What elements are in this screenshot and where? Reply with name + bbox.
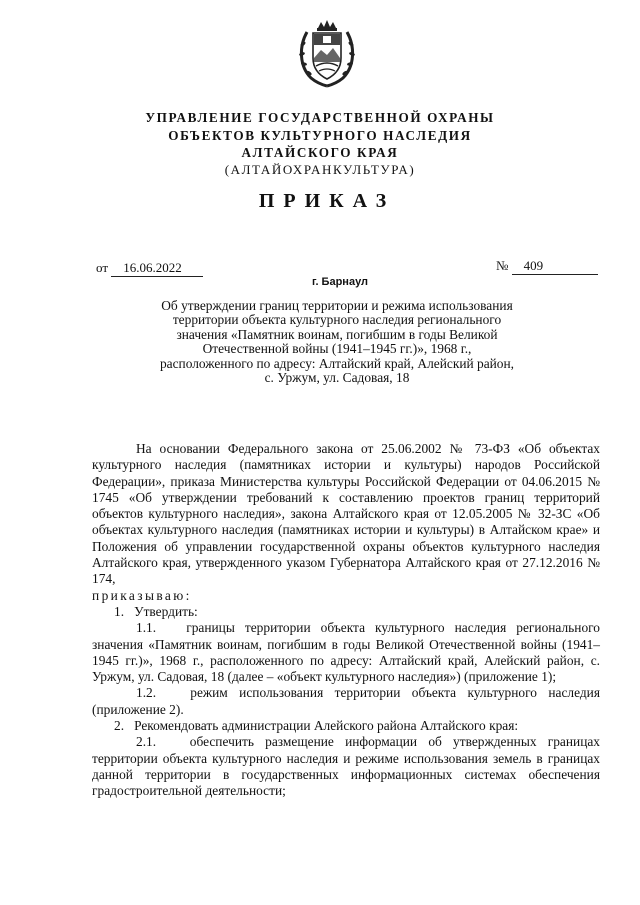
organization-name-line2: ОБЪЕКТОВ КУЛЬТУРНОГО НАСЛЕДИЯ bbox=[168, 128, 472, 143]
title-line: с. Уржум, ул. Садовая, 18 bbox=[264, 370, 410, 386]
document-type-heading: ПРИКАЗ bbox=[258, 190, 396, 212]
organization-short-name: (АЛТАЙОХРАНКУЛЬТУРА) bbox=[224, 162, 416, 177]
preamble-paragraph: На основании Федерального закона от 25.06.2002 № 73-ФЗ «Об объектах культурного наследия (памятниках истории и культуры) народов Российской Федерации», приказа Министерства культуры Российской Федерации от 04.06.2015 № 1745 «Об утверждении требований к составлению проектов границ территорий объектов культурного наследия», закона Алтайского края от 12.05.2005 № 32-ЗС «Об объектах культурного наследия (памятниках истории и культуры) в Алтайском крае» и Положения об управлении государственной охраны объектов культурного наследия Алтайского края, утвержденного указом Губернатора Алтайского края от 27.12.2016 № 174, bbox=[92, 441, 600, 587]
organization-name-line1: УПРАВЛЕНИЕ ГОСУДАРСТВЕННОЙ ОХРАНЫ bbox=[145, 110, 495, 125]
title-line: территории объекта культурного наследия регионального bbox=[172, 312, 502, 328]
item-2-1: 2.1. обеспечить размещение информации об утвержденных границах территории объекта культурного наследия и режиме использования земель в границах данной территории в государственных информационных системах обеспечения градостроительной деятельности; bbox=[92, 734, 600, 799]
item-1-1: 1.1. границы территории объекта культурного наследия регионального значения «Памятник воинам, погибшим в годы Великой Отечественной войны (1941–1945 гг.)», 1968 г., расположенного по адресу: Алтайский край, Алейский район, с. Уржум, ул. Садовая, 18 (далее – «объект культурного наследия») (приложение 1); bbox=[92, 620, 600, 685]
item-2: 2. Рекомендовать администрации Алейского района Алтайского края: bbox=[114, 718, 519, 734]
document-title bbox=[120, 299, 554, 385]
title-line: значения «Памятник воинам, погибшим в годы Великой bbox=[176, 326, 498, 342]
document-number: 409 bbox=[512, 258, 598, 275]
city-name: г. Барнаул bbox=[311, 276, 369, 288]
date-line bbox=[96, 260, 203, 277]
order-word: приказываю: bbox=[92, 587, 192, 603]
document-body bbox=[92, 441, 600, 800]
document-date: 16.06.2022 bbox=[111, 260, 203, 277]
title-line: расположенного по адресу: Алтайский край, Алейский район, bbox=[159, 355, 515, 371]
item-1: 1. Утвердить: bbox=[114, 603, 198, 619]
altai-krai-coat-of-arms-icon bbox=[297, 18, 357, 88]
title-line: Об утверждении границ территории и режима использования bbox=[161, 298, 513, 313]
number-line bbox=[496, 258, 598, 275]
title-line: Отечественной войны (1941–1945 гг.)», 1968 г., bbox=[202, 341, 472, 357]
date-prefix: от bbox=[96, 260, 109, 275]
organization-name-line3: АЛТАЙСКОГО КРАЯ bbox=[241, 145, 399, 160]
number-prefix: № bbox=[496, 258, 509, 273]
item-1-2: 1.2. режим использования территории объекта культурного наследия (приложение 2). bbox=[92, 685, 600, 717]
